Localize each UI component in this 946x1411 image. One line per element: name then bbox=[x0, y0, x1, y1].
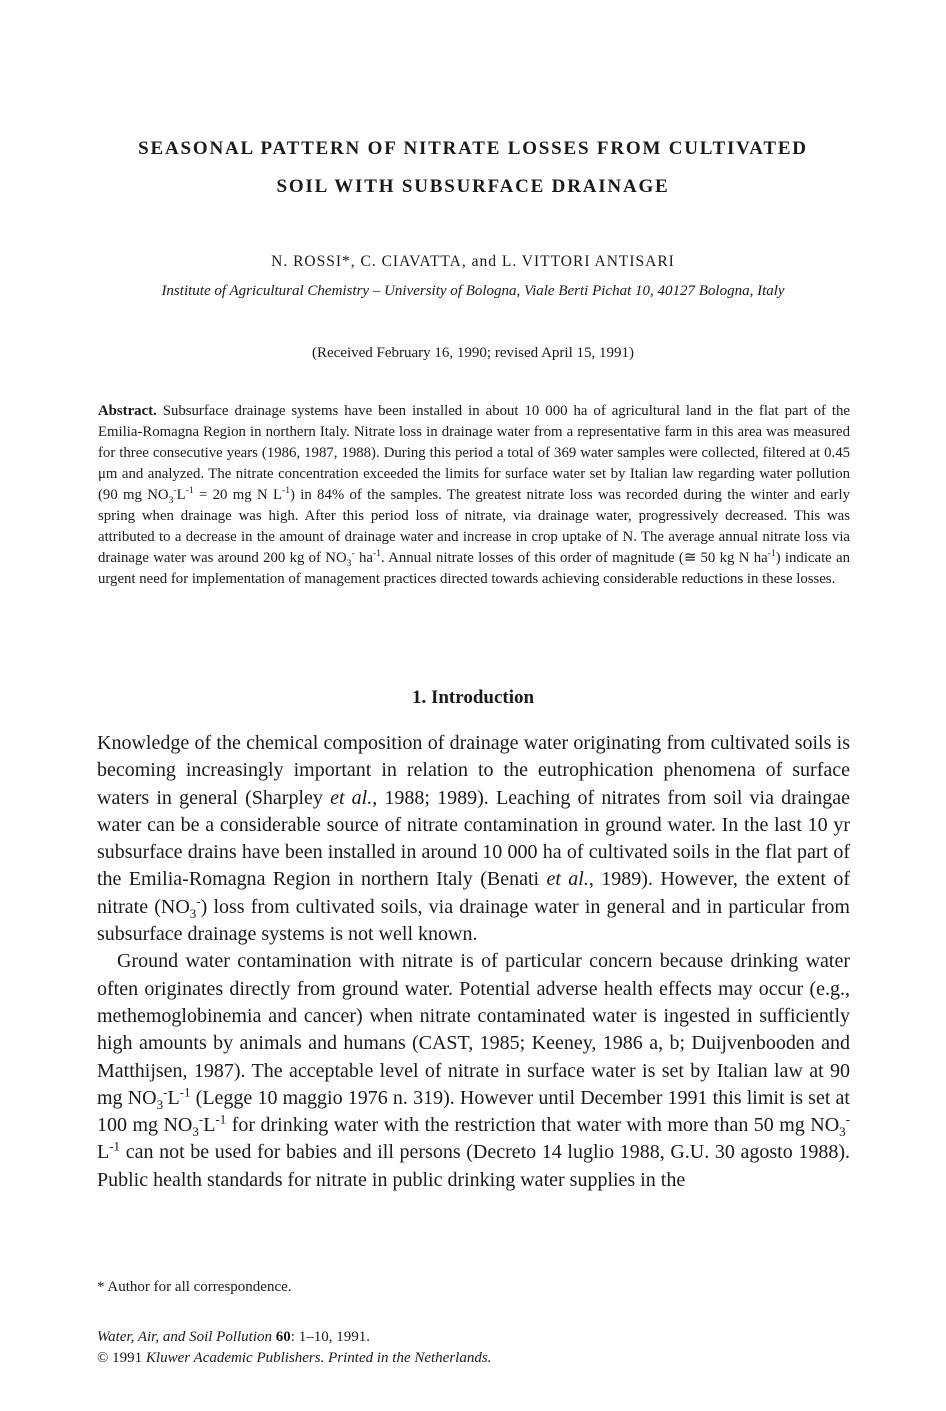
superscript: -1 bbox=[215, 1111, 227, 1127]
superscript: - bbox=[196, 893, 201, 909]
abstract-text: = 20 mg N L bbox=[193, 487, 282, 503]
paragraph-text: ) loss from cultivated soils, via drainage water in general and in particular from subsurface drainage systems is not well known. bbox=[97, 895, 850, 946]
title-line-2: SOIL WITH SUBSURFACE DRAINAGE bbox=[276, 176, 670, 197]
abstract-text: . Annual nitrate losses of this order of magnitude (≅ 50 kg N ha bbox=[380, 550, 768, 566]
superscript: - bbox=[351, 548, 355, 560]
journal-line bbox=[97, 1327, 491, 1348]
journal-pages: : 1–10, 1991. bbox=[290, 1329, 370, 1345]
subscript: 3 bbox=[168, 494, 174, 506]
subscript: 3 bbox=[839, 1124, 846, 1140]
section-heading: 1. Introduction bbox=[411, 687, 535, 708]
abstract-text: L bbox=[176, 487, 186, 503]
abstract-text: ) indicate an urgent need for implementation of management practices directed towards achieving considerable reductions in these losses. bbox=[98, 550, 851, 587]
citation-etal: et al. bbox=[330, 786, 373, 809]
abstract-text: Subsurface drainage systems have been installed in about 10 000 ha of agricultural land in the flat part of the Emilia-Romagna Region in northern Italy. Nitrate loss in drainage water from a representative farm in this area was measured for three consecutive years (1986, 1987, 1988). During this period a total of 369 water samples were collected, filtered at 0.45 μm and analyzed. The nitrate concentration exceeded the limits for surface water set by Italian law regarding water pollution (90 mg NO bbox=[98, 403, 850, 503]
author-list: N. ROSSI*, C. CIAVATTA, and L. VITTORI ANTISARI bbox=[271, 253, 675, 270]
superscript: - bbox=[173, 485, 177, 497]
paragraph-2 bbox=[97, 948, 850, 1194]
body-text bbox=[97, 730, 850, 1194]
received-dates: (Received February 16, 1990; revised April 15, 1991) bbox=[311, 345, 634, 361]
abstract-text: ha bbox=[354, 550, 373, 566]
paragraph-text: Ground water contamination with nitrate is of particular concern because drinking water often originates directly from ground water. Potential adverse health effects may occur (e.g., methemoglobinemia and cancer) when nitrate contaminated water is ingested in sufficiently high amounts by animals and humans (CAST, 1985; Keeney, 1986 a, b; Duijvenbooden and Matthijsen, 1987). The acceptable level of nitrate in surface water is set by Italian law at 90 mg NO bbox=[97, 950, 850, 1109]
superscript: - bbox=[198, 1111, 204, 1127]
abstract-text: ) in 84% of the samples. The greatest nitrate loss was recorded during the winter and early spring when drainage was high. After this period loss of nitrate, via drainage water, progressively decreased. This was attributed to a decrease in the amount of drainage water and increase in crop uptake of N. The average annual nitrate loss via drainage water was around 200 kg of NO bbox=[98, 487, 850, 566]
journal-volume: 60 bbox=[275, 1329, 291, 1345]
abstract bbox=[98, 401, 850, 590]
subscript: 3 bbox=[156, 1096, 164, 1112]
paragraph-text: (Legge 10 maggio 1976 n. 319). However until December 1991 this limit is set at 100 mg NO bbox=[97, 1086, 850, 1137]
superscript: -1 bbox=[767, 548, 776, 560]
paper-title bbox=[60, 130, 886, 206]
copyright: © 1991 bbox=[97, 1350, 146, 1366]
paragraph-text: Knowledge of the chemical composition of drainage water originating from cultivated soils is becoming increasingly important in relation to the eutrophication phenomena of surface waters in general (Sharpley bbox=[97, 732, 850, 809]
superscript: - bbox=[845, 1111, 850, 1127]
paragraph-text: , 1989). However, the extent of nitrate (NO bbox=[97, 868, 850, 918]
journal-citation bbox=[97, 1327, 491, 1369]
subscript: 3 bbox=[346, 557, 352, 569]
superscript: -1 bbox=[179, 1084, 191, 1100]
subscript: 3 bbox=[192, 1124, 199, 1140]
footnote: * Author for all correspondence. bbox=[97, 1279, 292, 1295]
title-line-1: SEASONAL PATTERN OF NITRATE LOSSES FROM CULTIVATED bbox=[138, 138, 808, 159]
paragraph-text: L bbox=[97, 1141, 110, 1164]
superscript: -1 bbox=[185, 485, 194, 497]
journal-name: Water, Air, and Soil Pollution bbox=[97, 1329, 273, 1345]
copyright-line bbox=[97, 1348, 491, 1369]
paragraph-text: , 1988; 1989). Leaching of nitrates from soil via draingae water can be a considerable source of nitrate contamination in ground water. In the last 10 yr subsurface drains have been installed in around 10 000 ha of cultivated soils in the flat part of the Emilia-Romagna Region in northern Italy (Benati bbox=[97, 786, 851, 891]
superscript: - bbox=[163, 1084, 168, 1100]
paragraph-1 bbox=[97, 730, 850, 948]
abstract-label: Abstract. bbox=[98, 403, 157, 419]
paragraph-text: L bbox=[203, 1114, 216, 1137]
superscript: -1 bbox=[372, 548, 381, 560]
affiliation: Institute of Agricultural Chemistry – University of Bologna, Viale Berti Pichat 10, 40127 Bologna, Italy bbox=[161, 283, 785, 299]
paragraph-text: can not be used for babies and ill persons (Decreto 14 luglio 1988, G.U. 30 agosto 1988). Public health standards for nitrate in public drinking water supplies in the bbox=[97, 1141, 850, 1191]
paragraph-text: L bbox=[167, 1086, 180, 1109]
subscript: 3 bbox=[189, 905, 197, 921]
publisher: Kluwer Academic Publishers. Printed in the Netherlands. bbox=[145, 1350, 492, 1366]
superscript: -1 bbox=[109, 1138, 121, 1154]
paragraph-text: for drinking water with the restriction that water with more than 50 mg NO bbox=[226, 1114, 840, 1137]
superscript: -1 bbox=[282, 485, 291, 497]
citation-etal: et al. bbox=[546, 868, 589, 891]
